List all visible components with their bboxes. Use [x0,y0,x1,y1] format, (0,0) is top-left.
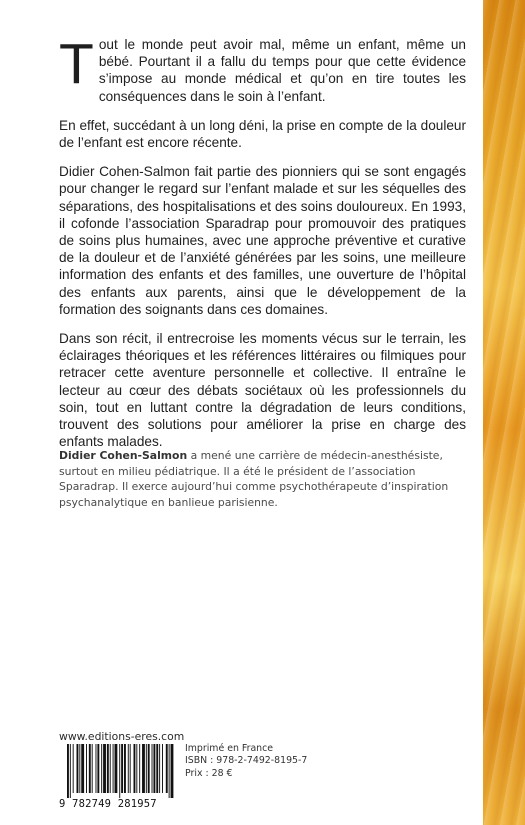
barcode-bar [121,744,123,793]
barcode-bar [73,744,74,793]
barcode-digits: 9 782749 281957 [59,798,157,810]
paragraph-2: En effet, succédant à un long déni, la prise en compte de la douleur de l’enfant est encore récente. [59,117,466,151]
publisher-website[interactable]: www.editions-eres.com [59,730,185,743]
barcode-bar [159,744,160,793]
drop-cap: T [59,32,94,96]
barcode-bar [171,744,174,798]
barcode-bar [134,744,136,793]
barcode-bar [166,744,168,793]
barcode-bar [97,744,99,793]
printed-in: Imprimé en France [185,743,274,754]
barcode-bar [152,744,153,793]
barcode-bar [169,744,170,798]
barcode-bar [86,744,87,793]
author-bio [59,448,467,510]
barcode-bar [130,744,131,793]
barcode-bar [139,744,140,793]
isbn: ISBN : 978-2-7492-8195-7 [185,755,308,767]
barcode-bar [136,744,137,793]
barcode-bar [148,744,150,793]
barcode-bar [103,744,106,793]
decorative-side-band [483,0,525,825]
paragraph-4: Dans son récit, il entrecroise les moments vécus sur le terrain, les éclairages théoriques et les références littéraires ou filmiques pour retracer cette aventure personnelle et collective. Il entraîne le lecteur au cœur des débats sociétaux où les professionnels du soin, tout en luttant contre la dégradation de leurs conditions, trouvent des solutions pour améliorer la prise en charge des enfants malades. [59,331,466,450]
barcode-bars [59,744,175,798]
barcode-bar [77,744,79,793]
paragraph-3: Didier Cohen-Salmon fait partie des pionniers qui se sont engagés pour changer le regard sur l’enfant malade et sur les séquelles des séparations, des hospitalisations et des soins douloureux. En 1993, il cofonde l’association Sparadrap pour promouvoir des pratiques de soins plus humaines, avec une approche préventive et curative de la douleur et de l’anxiété générées par les soins, une meilleure information des enfants et des familles, une ouverture de l’hôpital des enfants aux parents, ainsi que le développement de la formation des soignants dans ces domaines. [59,164,466,317]
paragraph-1-text: out le monde peut avoir mal, même un enfant, même un bébé. Pourtant il a fallu du temps pour que cette évidence s’impose au monde médical et qu’on en tire toutes les conséquences dans le soin à l’enfant. [98,37,466,104]
barcode-bar [70,744,71,798]
barcode-bar [92,744,93,793]
barcode-bar [79,744,80,793]
barcode-bar [96,744,97,793]
barcode-bar [115,744,118,793]
barcode-bar [156,744,158,793]
author-name: Didier Cohen-Salmon [59,449,188,462]
barcode-bar [142,744,145,793]
barcode-bar [101,744,102,793]
author-bio-text: a mené une carrière de médecin-anesthésiste, surtout en milieu pédiatrique. Il a été le président de l’association Sparadrap. Il exerce aujourd’hui comme psychothérapeute d’inspiration psychanalytique en banlieue parisienne. [59,449,449,509]
paragraph-1 [59,32,466,105]
publication-info [185,743,307,780]
barcode-bar [89,744,91,793]
back-cover-text [59,32,466,462]
barcode-bar [162,744,163,793]
barcode-bar [153,744,155,793]
barcode-bar [107,744,109,793]
barcode-bar [67,744,69,798]
barcode-bar [81,744,84,793]
barcode-bar [146,744,147,793]
barcode-bar [113,744,114,793]
barcode-bar [119,744,120,798]
barcode-bar [124,744,126,793]
isbn-barcode [59,744,175,810]
barcode-bar [128,744,129,793]
price: Prix : 28 € [185,767,233,779]
barcode-bar [110,744,111,793]
